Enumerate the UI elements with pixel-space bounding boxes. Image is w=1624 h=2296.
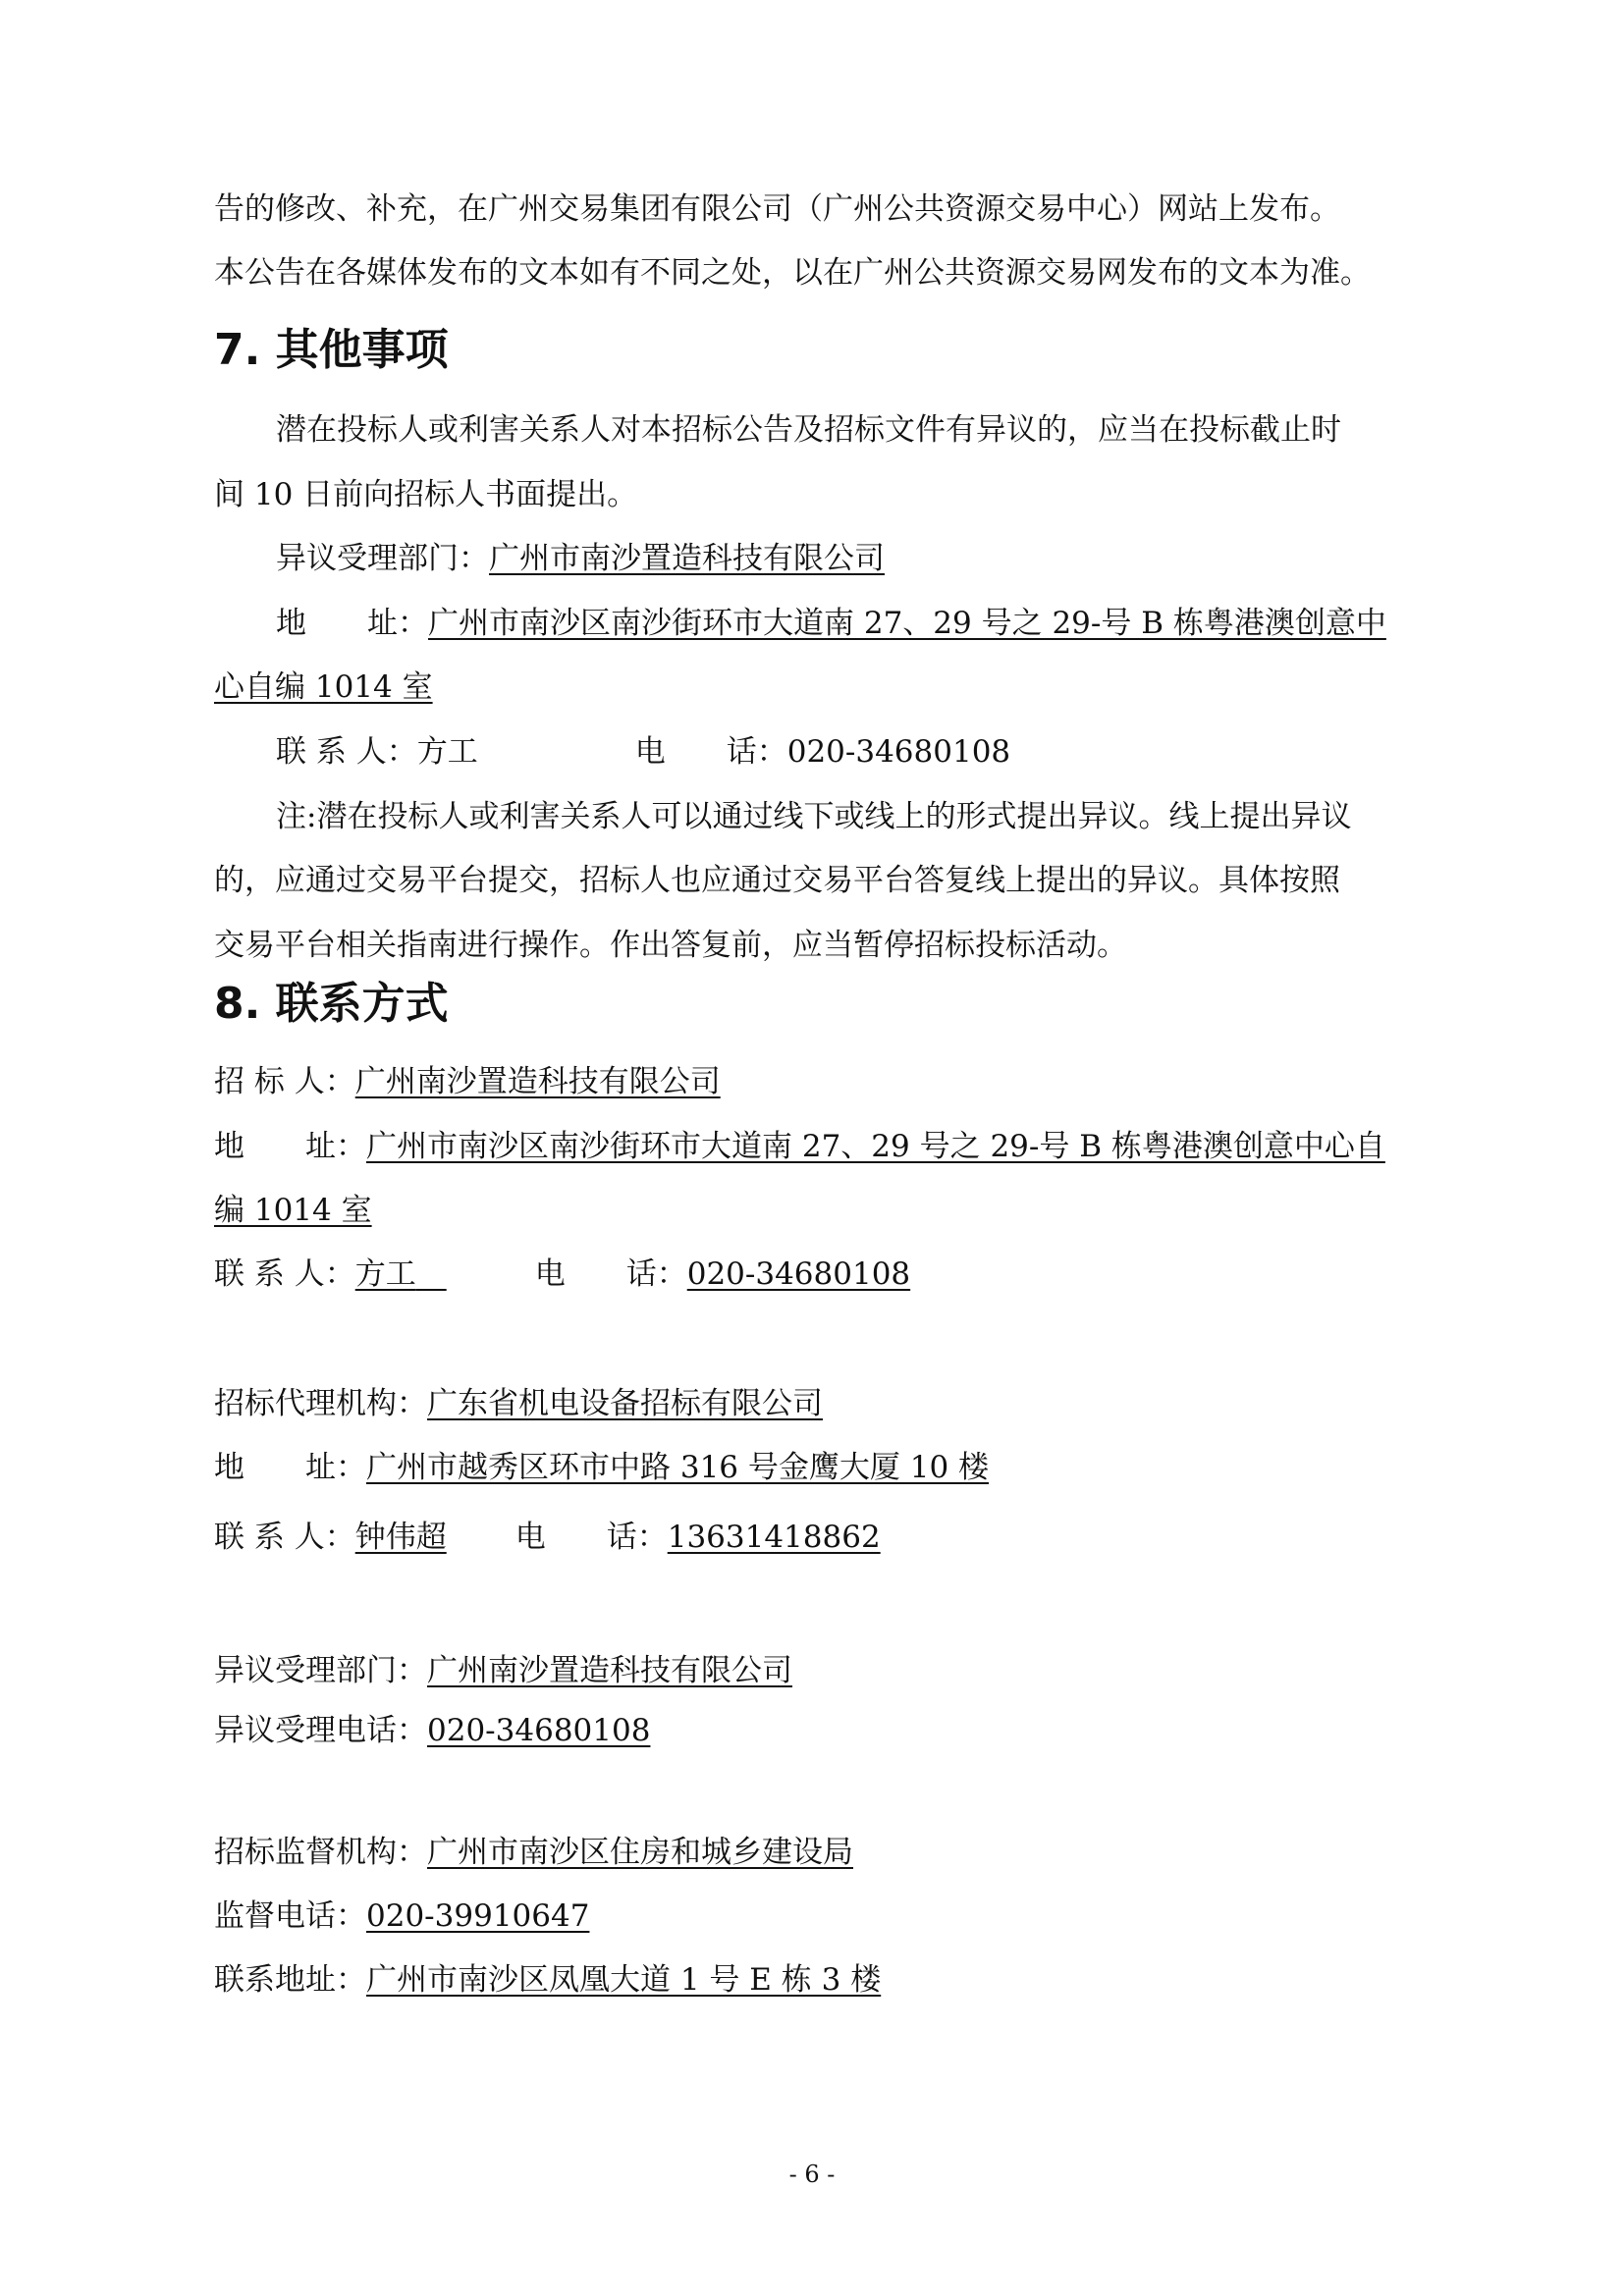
paragraph-line: 本公告在各媒体发布的文本如有不同之处，以在广州公共资源交易网发布的文本为准。 xyxy=(214,255,1371,291)
tenderer-address-value: 广州市南沙区南沙街环市大道南 27、29 号之 29-号 B 栋粤港澳创意中心自 xyxy=(366,1129,1385,1164)
contact-label: 联 系 人： xyxy=(276,734,417,770)
agency-value: 广东省机电设备招标有限公司 xyxy=(427,1386,823,1421)
objection-dept-value-2: 广州南沙置造科技有限公司 xyxy=(427,1653,792,1688)
tenderer-label: 招 标 人： xyxy=(214,1064,355,1099)
phone-value: 020-34680108 xyxy=(786,734,1011,770)
note-line: 交易平台相关指南进行操作。作出答复前，应当暂停招标投标活动。 xyxy=(214,928,1127,963)
tenderer-address-value-cont: 编 1014 室 xyxy=(214,1193,372,1228)
phone-label: 电 话： xyxy=(634,734,787,770)
tenderer-phone-value: 020-34680108 xyxy=(686,1256,911,1292)
objection-phone-value: 020-34680108 xyxy=(427,1713,651,1748)
agency-label: 招标代理机构： xyxy=(214,1386,427,1421)
objection-phone-label: 异议受理电话： xyxy=(214,1713,427,1748)
tenderer-address-row-cont xyxy=(214,1191,372,1230)
tenderer-phone-label: 电 话： xyxy=(534,1256,687,1292)
objection-phone-row xyxy=(214,1711,650,1750)
tenderer-row xyxy=(214,1062,721,1101)
objection-dept-row xyxy=(276,539,885,578)
supervisor-label: 招标监督机构： xyxy=(214,1835,427,1870)
objection-dept-label-2: 异议受理部门： xyxy=(214,1653,427,1688)
tenderer-contact-label: 联 系 人： xyxy=(214,1256,355,1292)
agency-address-value: 广州市越秀区环市中路 316 号金鹰大厦 10 楼 xyxy=(366,1450,990,1485)
note-line: 注:潜在投标人或利害关系人可以通过线下或线上的形式提出异议。线上提出异议 xyxy=(276,799,1352,834)
supervisor-phone-value: 020-39910647 xyxy=(366,1898,590,1934)
section-7-title: 7. 其他事项 xyxy=(214,325,449,375)
paragraph-line: 潜在投标人或利害关系人对本招标公告及招标文件有异议的，应当在投标截止时 xyxy=(276,412,1341,448)
agency-contact-value: 钟伟超 xyxy=(354,1520,447,1555)
address-row-cont xyxy=(214,667,433,707)
supervisor-phone-row xyxy=(214,1896,589,1936)
supervisor-address-row xyxy=(214,1960,881,2000)
tenderer-contact-row xyxy=(214,1255,910,1294)
supervisor-value: 广州市南沙区住房和城乡建设局 xyxy=(427,1835,853,1870)
address-row xyxy=(276,604,1386,643)
paragraph-line: 间 10 日前向招标人书面提出。 xyxy=(214,477,638,512)
agency-address-label: 地 址： xyxy=(214,1450,366,1485)
paragraph-line: 告的修改、补充，在广州交易集团有限公司（广州公共资源交易中心）网站上发布。 xyxy=(214,191,1340,227)
objection-dept-label: 异议受理部门： xyxy=(276,541,489,576)
agency-contact-row xyxy=(214,1518,881,1557)
address-label: 地 址： xyxy=(276,606,428,641)
tenderer-contact-value: 方工 xyxy=(354,1256,416,1292)
supervisor-row xyxy=(214,1833,853,1872)
supervisor-address-value: 广州市南沙区凤凰大道 1 号 E 栋 3 楼 xyxy=(366,1962,882,1998)
agency-contact-label: 联 系 人： xyxy=(214,1520,355,1555)
objection-dept-value: 广州市南沙置造科技有限公司 xyxy=(489,541,885,576)
contact-row xyxy=(276,732,1010,772)
agency-phone-label: 电 话： xyxy=(514,1520,668,1555)
page-number: - 6 - xyxy=(788,2161,836,2188)
tenderer-address-label: 地 址： xyxy=(214,1129,366,1164)
agency-row xyxy=(214,1384,823,1423)
address-value: 广州市南沙区南沙街环市大道南 27、29 号之 29-号 B 栋粤港澳创意中 xyxy=(428,606,1386,641)
section-8-title: 8. 联系方式 xyxy=(214,979,449,1029)
agency-address-row xyxy=(214,1448,989,1487)
address-value-cont: 心自编 1014 室 xyxy=(214,669,433,705)
supervisor-address-label: 联系地址： xyxy=(214,1962,366,1998)
contact-value: 方工 xyxy=(416,734,478,770)
agency-phone-value: 13631418862 xyxy=(667,1520,881,1555)
note-line: 的，应通过交易平台提交，招标人也应通过交易平台答复线上提出的异议。具体按照 xyxy=(214,863,1340,898)
tenderer-value: 广州南沙置造科技有限公司 xyxy=(354,1064,721,1099)
objection-dept-row-2 xyxy=(214,1651,792,1690)
supervisor-phone-label: 监督电话： xyxy=(214,1898,366,1934)
tenderer-address-row xyxy=(214,1127,1385,1166)
